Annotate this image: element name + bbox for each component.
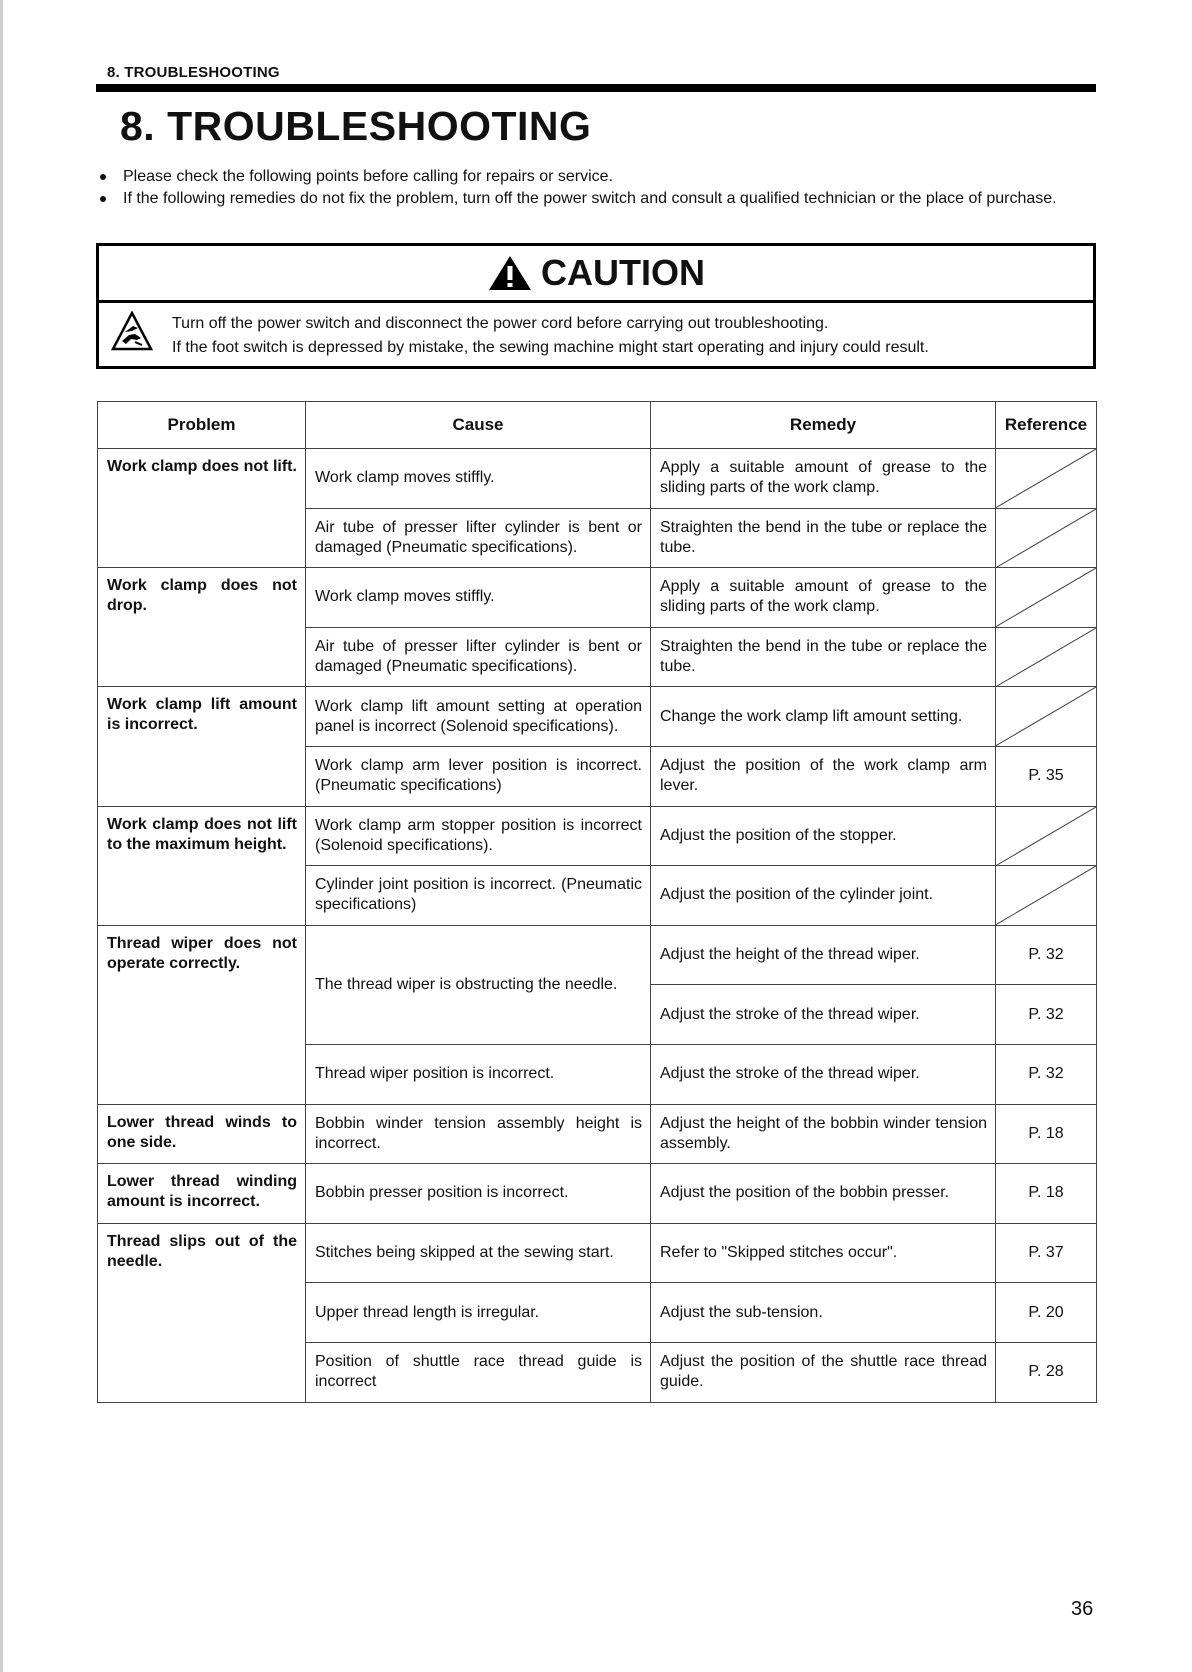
- caution-text: [172, 312, 929, 360]
- remedy-cell: Adjust the stroke of the thread wiper.: [651, 1044, 996, 1104]
- caution-body: [99, 303, 1093, 366]
- intro-bullet: [98, 188, 1098, 209]
- caution-line: If the foot switch is depressed by mistake, the sewing machine might start operating and injury could result.: [172, 339, 929, 356]
- caution-line: Turn off the power switch and disconnect the power cord before carrying out troubleshooting.: [172, 315, 829, 332]
- diagonal-slash-icon: [996, 866, 1096, 925]
- cause-cell: Bobbin presser position is incorrect.: [306, 1164, 651, 1224]
- cause-cell: Bobbin winder tension assembly height is incorrect.: [306, 1104, 651, 1164]
- diagonal-slash-icon: [996, 628, 1096, 687]
- cause-cell: Work clamp lift amount setting at operation panel is incorrect (Solenoid specifications).: [306, 687, 651, 747]
- reference-cell-empty: [996, 627, 1097, 687]
- diagonal-slash-icon: [996, 509, 1096, 568]
- table-row: [98, 687, 1097, 747]
- column-header-reference: Reference: [996, 402, 1097, 449]
- page-edge: [0, 0, 3, 1672]
- intro-bullet: [98, 166, 1098, 187]
- cause-cell: Cylinder joint position is incorrect. (Pneumatic specifications): [306, 866, 651, 926]
- table-row: [98, 925, 1097, 985]
- reference-cell-empty: [996, 806, 1097, 866]
- header-rule: [96, 84, 1096, 92]
- cause-cell: Work clamp moves stiffly.: [306, 568, 651, 628]
- remedy-cell: Straighten the bend in the tube or replace the tube.: [651, 508, 996, 568]
- remedy-cell: Adjust the position of the work clamp arm lever.: [651, 746, 996, 806]
- remedy-cell: Adjust the position of the bobbin presser.: [651, 1164, 996, 1224]
- reference-cell-empty: [996, 866, 1097, 926]
- bullet-dot-icon: [100, 174, 106, 180]
- diagonal-slash-icon: [996, 807, 1096, 866]
- remedy-cell: Adjust the height of the thread wiper.: [651, 925, 996, 985]
- table-row: [98, 806, 1097, 866]
- remedy-cell: Apply a suitable amount of grease to the sliding parts of the work clamp.: [651, 568, 996, 628]
- cause-cell: Air tube of presser lifter cylinder is bent or damaged (Pneumatic specifications).: [306, 508, 651, 568]
- table-row: [98, 449, 1097, 509]
- reference-cell: P. 37: [996, 1223, 1097, 1283]
- remedy-cell: Adjust the stroke of the thread wiper.: [651, 985, 996, 1045]
- remedy-cell: Adjust the position of the shuttle race thread guide.: [651, 1342, 996, 1402]
- column-header-problem: Problem: [98, 402, 306, 449]
- reference-cell: P. 18: [996, 1164, 1097, 1224]
- diagonal-slash-icon: [996, 449, 1096, 508]
- cause-cell: Work clamp arm lever position is incorrect. (Pneumatic specifications): [306, 746, 651, 806]
- reference-cell: P. 18: [996, 1104, 1097, 1164]
- table-row: [98, 1164, 1097, 1224]
- cause-cell: Work clamp moves stiffly.: [306, 449, 651, 509]
- cause-cell: Thread wiper position is incorrect.: [306, 1044, 651, 1104]
- problem-cell: Work clamp lift amount is incorrect.: [98, 687, 306, 806]
- reference-cell-empty: [996, 687, 1097, 747]
- table-row: [98, 1104, 1097, 1164]
- intro-bullet-list: [98, 166, 1098, 210]
- problem-cell: Work clamp does not lift.: [98, 449, 306, 568]
- intro-bullet-text: If the following remedies do not fix the problem, turn off the power switch and consult a qualified technician or the place of purchase.: [123, 190, 1057, 207]
- table-header-row: [98, 402, 1097, 449]
- reference-cell: P. 32: [996, 925, 1097, 985]
- reference-cell-empty: [996, 449, 1097, 509]
- problem-cell: Thread wiper does not operate correctly.: [98, 925, 306, 1104]
- column-header-cause: Cause: [306, 402, 651, 449]
- diagonal-slash-icon: [996, 687, 1096, 746]
- warning-triangle-icon: [487, 254, 533, 292]
- remedy-cell: Refer to "Skipped stitches occur".: [651, 1223, 996, 1283]
- reference-cell: P. 32: [996, 1044, 1097, 1104]
- cause-cell: Position of shuttle race thread guide is incorrect: [306, 1342, 651, 1402]
- table-row: [98, 1223, 1097, 1283]
- problem-cell: Work clamp does not drop.: [98, 568, 306, 687]
- table-row: [98, 568, 1097, 628]
- reference-cell: P. 20: [996, 1283, 1097, 1343]
- page-number: 36: [1071, 1598, 1094, 1620]
- remedy-cell: Adjust the position of the cylinder joint.: [651, 866, 996, 926]
- problem-cell: Thread slips out of the needle.: [98, 1223, 306, 1402]
- remedy-cell: Adjust the height of the bobbin winder tension assembly.: [651, 1104, 996, 1164]
- cause-cell: Stitches being skipped at the sewing start.: [306, 1223, 651, 1283]
- reference-cell: P. 35: [996, 746, 1097, 806]
- bullet-dot-icon: [100, 196, 106, 202]
- diagonal-slash-icon: [996, 568, 1096, 627]
- reference-cell: P. 28: [996, 1342, 1097, 1402]
- intro-bullet-text: Please check the following points before calling for repairs or service.: [123, 168, 614, 185]
- reference-cell-empty: [996, 508, 1097, 568]
- troubleshooting-table: [97, 401, 1097, 1403]
- cause-cell: Upper thread length is irregular.: [306, 1283, 651, 1343]
- hand-pinch-warning-icon: [111, 311, 153, 351]
- problem-cell: Lower thread winding amount is incorrect.: [98, 1164, 306, 1224]
- caution-header: [99, 246, 1093, 303]
- problem-cell: Lower thread winds to one side.: [98, 1104, 306, 1164]
- caution-box: [96, 243, 1096, 369]
- cause-cell: The thread wiper is obstructing the needle.: [306, 925, 651, 1044]
- remedy-cell: Change the work clamp lift amount setting.: [651, 687, 996, 747]
- problem-cell: Work clamp does not lift to the maximum height.: [98, 806, 306, 925]
- remedy-cell: Adjust the position of the stopper.: [651, 806, 996, 866]
- column-header-remedy: Remedy: [651, 402, 996, 449]
- caution-title: CAUTION: [541, 252, 705, 293]
- cause-cell: Air tube of presser lifter cylinder is bent or damaged (Pneumatic specifications).: [306, 627, 651, 687]
- remedy-cell: Apply a suitable amount of grease to the sliding parts of the work clamp.: [651, 449, 996, 509]
- cause-cell: Work clamp arm stopper position is incorrect (Solenoid specifications).: [306, 806, 651, 866]
- remedy-cell: Adjust the sub-tension.: [651, 1283, 996, 1343]
- reference-cell: P. 32: [996, 985, 1097, 1045]
- page-title: 8. TROUBLESHOOTING: [120, 103, 592, 149]
- remedy-cell: Straighten the bend in the tube or replace the tube.: [651, 627, 996, 687]
- reference-cell-empty: [996, 568, 1097, 628]
- section-header: 8. TROUBLESHOOTING: [107, 64, 280, 81]
